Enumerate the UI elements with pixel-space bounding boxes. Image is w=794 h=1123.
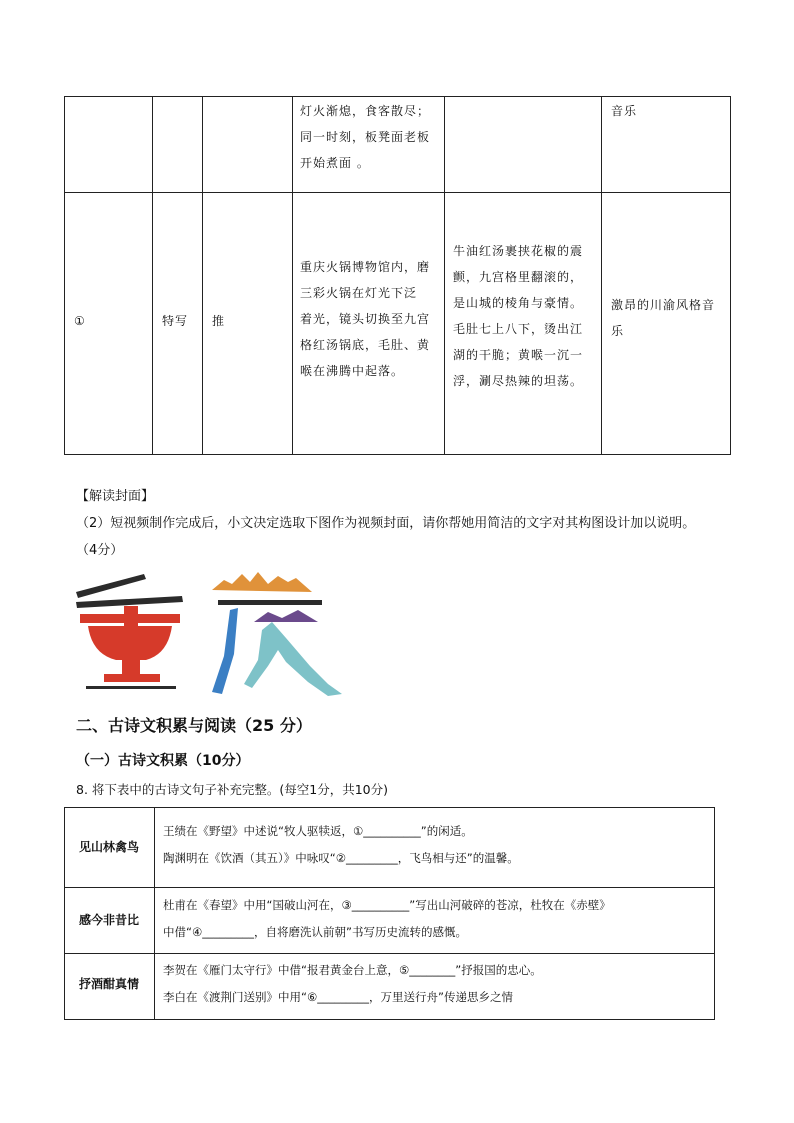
storyboard-row2-shot-type: 特写: [162, 314, 189, 328]
storyboard-row2-shot-number: ①: [74, 314, 86, 328]
poetry-row1-label: 见山林禽鸟: [78, 840, 139, 854]
cover-question-line2: （4分）: [76, 543, 124, 558]
storyboard-table: [64, 96, 731, 455]
poetry-table: [64, 807, 715, 1020]
poetry-row2-line2: 中借“④_________，自将磨洗认前朝”书写历史流转的感慨。: [163, 925, 467, 939]
storyboard-row1-description: 灯火渐熄，食客散尽； 同一时刻，板凳面老板 开始煮面 。: [300, 104, 431, 170]
poetry-row1-line1: 王绩在《野望》中述说“牧人驱犊返，①__________”的闲适。: [163, 824, 473, 838]
subsection-title: （一）古诗文积累（10分）: [76, 753, 250, 769]
cover-section-heading: 【解读封面】: [76, 489, 155, 504]
question-8: 8. 将下表中的古诗文句子补充完整。(每空1分，共10分): [76, 782, 389, 797]
poetry-row3-label: 抒酒酣真情: [78, 977, 139, 991]
poetry-row3-line2: 李白在《渡荆门送别》中用“⑥_________，万里送行舟”传递思乡之情: [163, 990, 513, 1004]
chopsticks-graphic: [76, 574, 183, 608]
storyboard-row2-description: 重庆火锅博物馆内，磨 三彩火锅在灯光下泛 着光，镜头切换至九宫 格红汤锅底，毛肚、黄 喉在沸腾中起落。: [300, 260, 431, 378]
storyboard-row2-narration: 牛油红汤裹挟花椒的震 颤，九宫格里翻滚的， 是山城的棱角与豪情。 毛肚七上八下，烫出江 湖的干脆；黄喉一沉一 浮，涮尽热辣的坦荡。: [453, 244, 584, 388]
poetry-row2-line1: 杜甫在《春望》中用“国破山河在，③__________”写出山河破碎的苍凉，杜牧在《赤壁》: [163, 898, 611, 912]
poetry-row1-line2: 陶渊明在《饮酒（其五）》中咏叹“②_________，飞鸟相与还”的温馨。: [163, 851, 519, 865]
cover-question-line1: （2）短视频制作完成后，小文决定选取下图作为视频封面，请你帮她用简洁的文字对其构图设计加以说明。: [76, 516, 696, 531]
mountains-graphic: [212, 572, 322, 622]
cover-image: [72, 566, 347, 702]
storyboard-row2-camera-move: 推: [212, 314, 226, 328]
storyboard-row1-music: 音乐: [611, 104, 638, 118]
poetry-row3-line1: 李贺在《雁门太守行》中借“报君黄金台上意，⑤________”抒报国的忠心。: [163, 963, 542, 977]
storyboard-row2-music: 激昂的川渝风格音 乐: [611, 298, 716, 338]
section-title: 二、古诗文积累与阅读（25 分）: [76, 716, 312, 735]
poetry-row2-label: 感今非昔比: [78, 913, 139, 927]
